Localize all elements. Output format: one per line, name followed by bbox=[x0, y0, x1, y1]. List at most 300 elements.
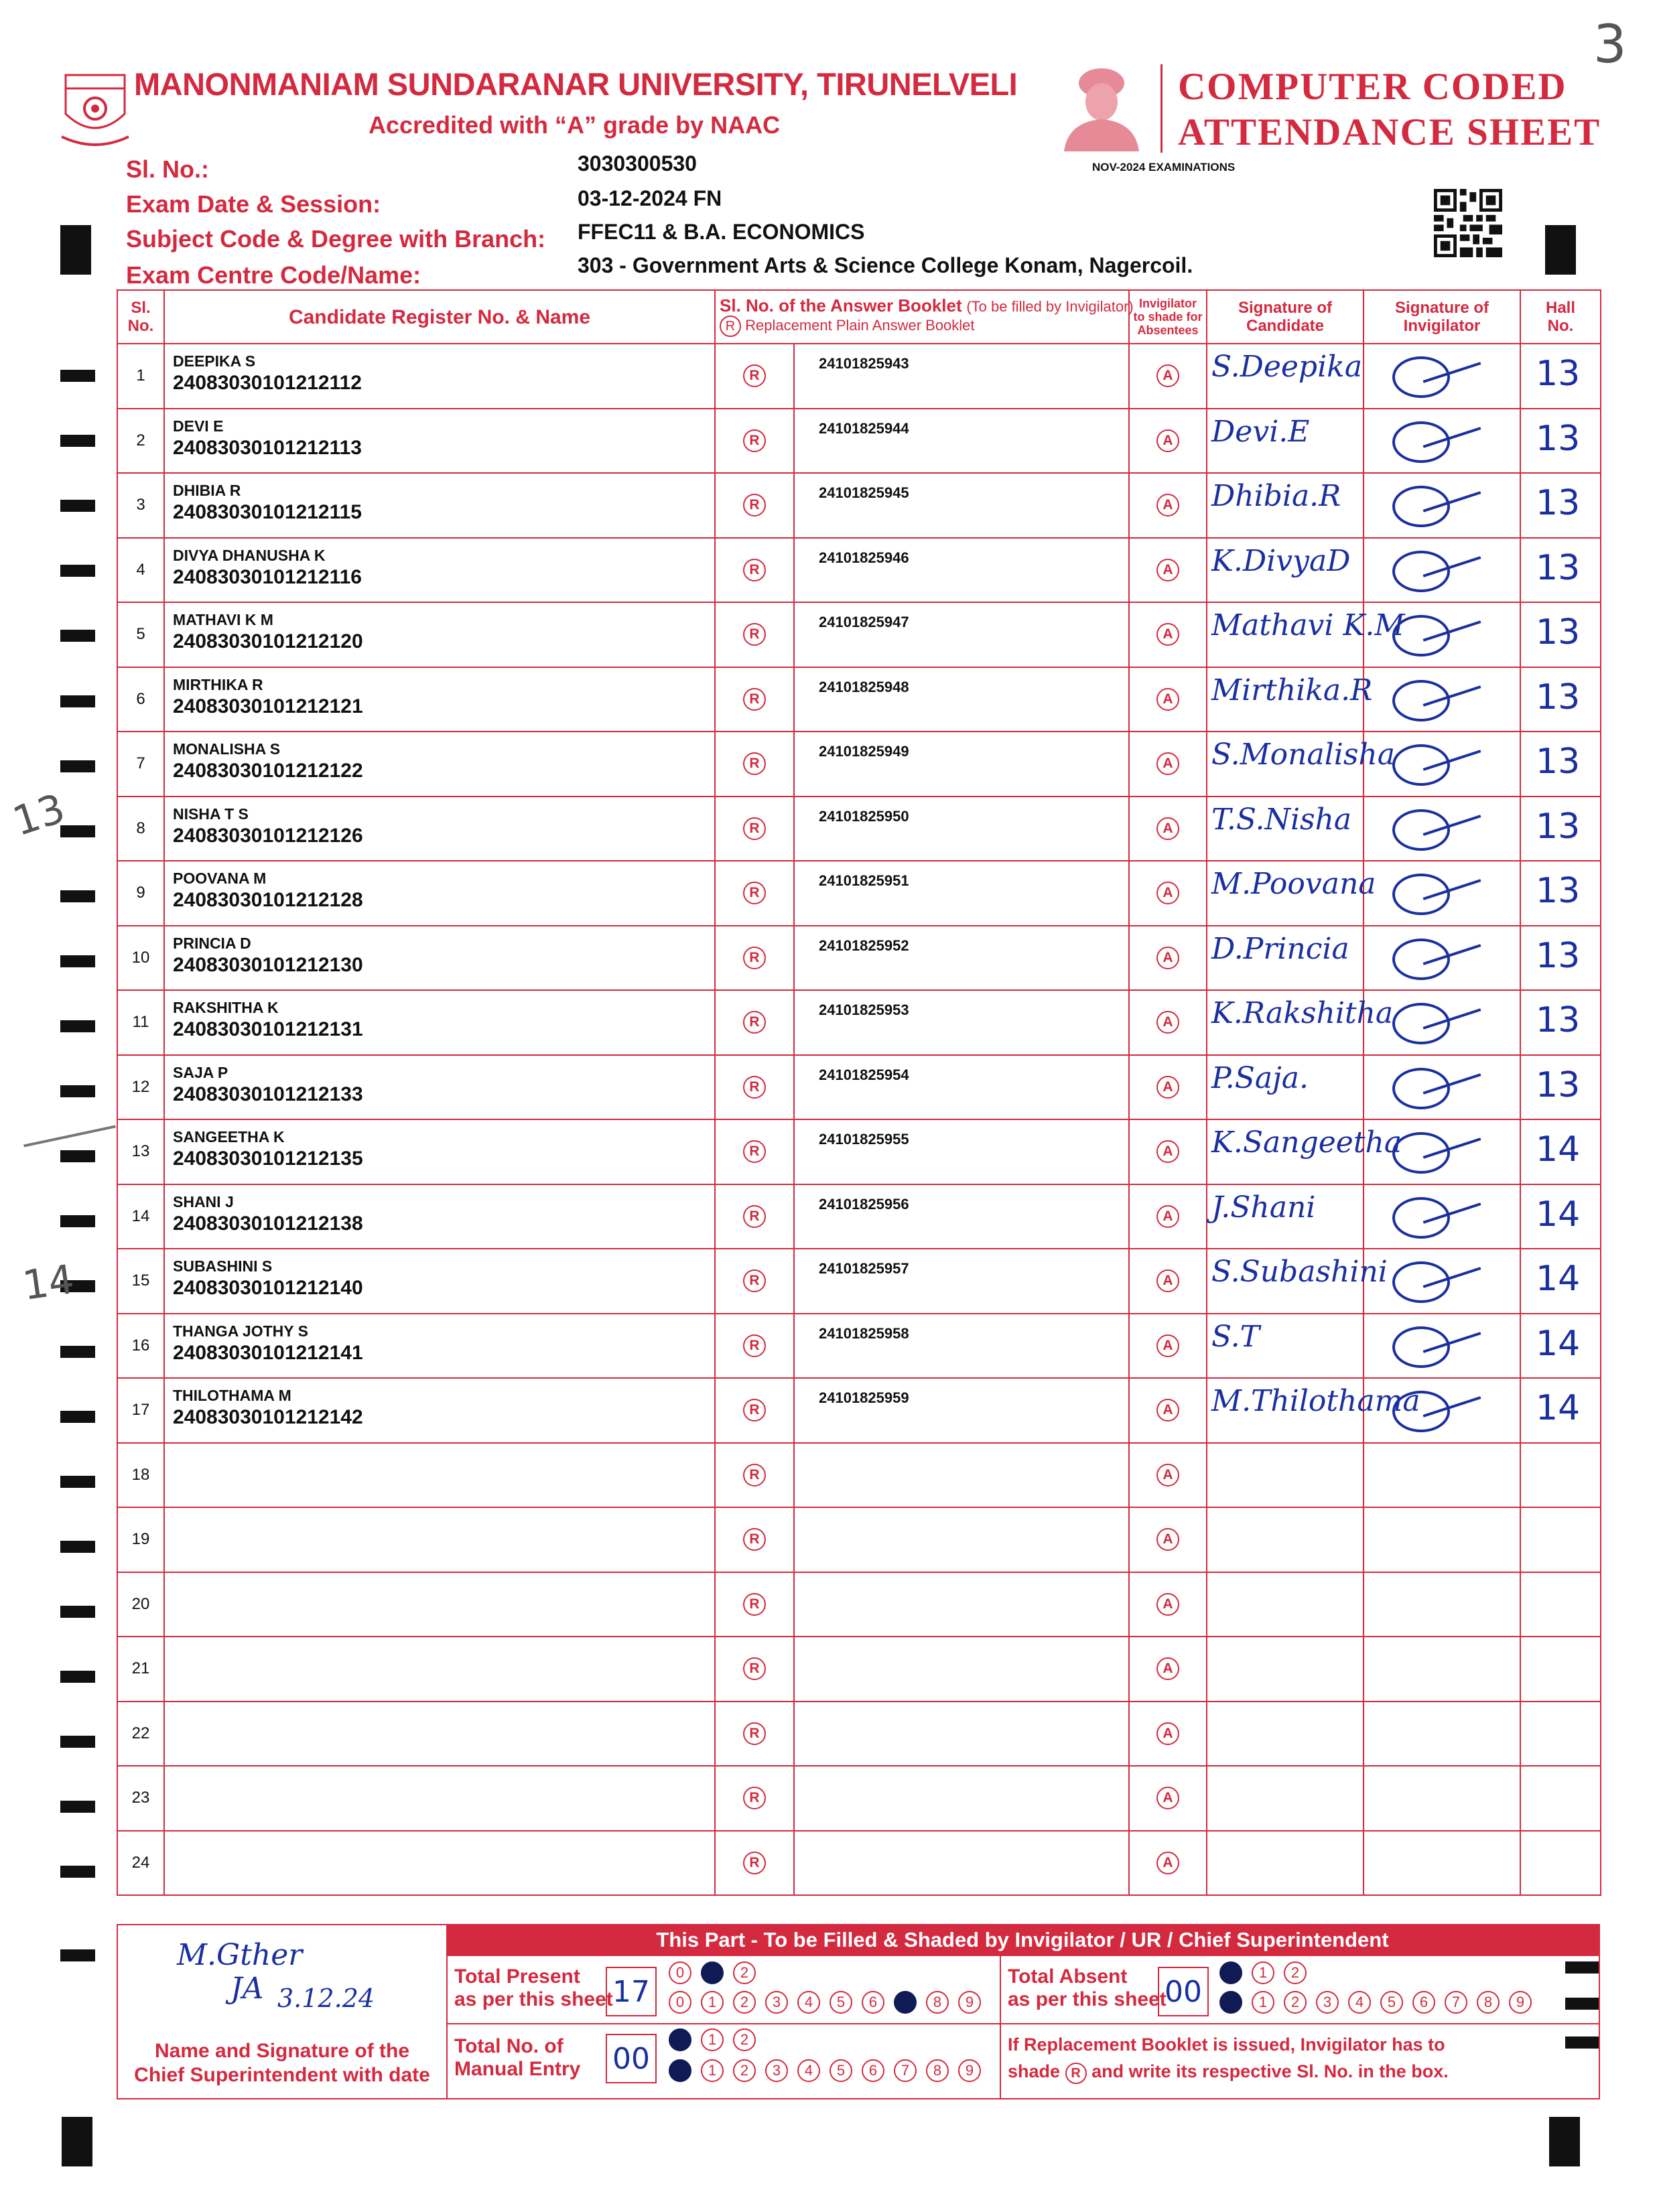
candidate-cell bbox=[164, 667, 715, 732]
row-sl-no: 22 bbox=[117, 1702, 164, 1767]
absent-a-bubble[interactable]: A bbox=[1156, 1140, 1179, 1163]
absent-a-bubble[interactable]: A bbox=[1156, 1399, 1179, 1422]
digit-bubble[interactable]: 6 bbox=[862, 2059, 884, 2082]
hall-cell bbox=[1520, 1184, 1601, 1249]
invigilator-signature-mark bbox=[1392, 1068, 1450, 1109]
hall-number: 14 bbox=[1536, 1194, 1581, 1235]
replacement-r-bubble[interactable]: R bbox=[743, 559, 766, 581]
booklet-cell[interactable] bbox=[794, 344, 1129, 409]
candidate-cell bbox=[164, 1766, 715, 1831]
attendance-table bbox=[117, 289, 1601, 1896]
digit-bubble[interactable]: 3 bbox=[765, 2059, 788, 2082]
digit-bubble[interactable]: 4 bbox=[797, 1991, 820, 2014]
margin-divider-stroke bbox=[23, 1125, 116, 1147]
invigilator-signature-cell bbox=[1364, 1314, 1520, 1379]
manual-entry-box[interactable]: 00 bbox=[606, 2034, 657, 2083]
replacement-bubble-cell[interactable] bbox=[715, 861, 794, 926]
candidate-register-no: 24083030101212130 bbox=[173, 953, 363, 976]
booklet-cell[interactable] bbox=[794, 602, 1129, 667]
candidate-name: RAKSHITHA K bbox=[173, 999, 279, 1016]
candidate-register-no: 24083030101212126 bbox=[173, 824, 363, 847]
digit-bubble[interactable]: 3 bbox=[765, 1991, 788, 2014]
manual-entry-label: Total No. of Manual Entry bbox=[454, 2035, 581, 2080]
absent-bubble-cell[interactable] bbox=[1129, 926, 1207, 991]
timing-mark bbox=[60, 1411, 95, 1423]
table-row bbox=[117, 1119, 1601, 1184]
invigilator-signature-mark bbox=[1392, 874, 1450, 915]
absent-a-bubble[interactable]: A bbox=[1156, 1205, 1179, 1228]
total-absent-tens-bubbles bbox=[1219, 1961, 1316, 1984]
row-sl-no: 7 bbox=[117, 732, 164, 797]
absent-a-bubble[interactable]: A bbox=[1156, 1076, 1179, 1099]
candidate-cell bbox=[164, 1637, 715, 1702]
digit-bubble[interactable]: 1 bbox=[701, 2028, 724, 2051]
absent-bubble-cell[interactable] bbox=[1129, 1119, 1207, 1184]
table-row bbox=[117, 473, 1601, 538]
replacement-r-bubble[interactable]: R bbox=[743, 623, 766, 646]
digit-bubble[interactable]: 2 bbox=[733, 1991, 756, 2014]
absent-a-bubble[interactable]: A bbox=[1156, 752, 1179, 775]
table-row bbox=[117, 538, 1601, 603]
replacement-bubble-cell[interactable] bbox=[715, 1119, 794, 1184]
table-row bbox=[117, 667, 1601, 732]
invigilator-signature-mark bbox=[1392, 1132, 1450, 1174]
absent-bubble-cell[interactable] bbox=[1129, 1249, 1207, 1314]
replacement-bubble-cell[interactable] bbox=[715, 1507, 794, 1572]
digit-bubble[interactable]: 5 bbox=[1380, 1991, 1403, 2014]
booklet-cell[interactable] bbox=[794, 667, 1129, 732]
booklet-cell[interactable] bbox=[794, 1314, 1129, 1379]
booklet-cell[interactable] bbox=[794, 1831, 1129, 1896]
hall-cell bbox=[1520, 602, 1601, 667]
candidate-name: NISHA T S bbox=[173, 805, 249, 823]
hall-cell bbox=[1520, 797, 1601, 861]
absent-bubble-cell[interactable] bbox=[1129, 1443, 1207, 1508]
booklet-cell[interactable] bbox=[794, 1702, 1129, 1767]
replacement-r-bubble[interactable]: R bbox=[743, 1205, 766, 1228]
absent-a-bubble[interactable]: A bbox=[1156, 1722, 1179, 1745]
col-header-sig-invigilator: Signature of Invigilator bbox=[1364, 290, 1520, 344]
digit-bubble[interactable]: 2 bbox=[1284, 1991, 1307, 2014]
replacement-bubble-cell[interactable] bbox=[715, 1055, 794, 1120]
replacement-bubble-cell[interactable] bbox=[715, 602, 794, 667]
absent-bubble-cell[interactable] bbox=[1129, 990, 1207, 1055]
absent-a-bubble[interactable]: A bbox=[1156, 429, 1179, 452]
absent-a-bubble[interactable]: A bbox=[1156, 559, 1179, 581]
candidate-signature-cell bbox=[1207, 538, 1364, 603]
absent-bubble-cell[interactable] bbox=[1129, 732, 1207, 797]
booklet-cell[interactable] bbox=[794, 1443, 1129, 1508]
invigilator-signature-cell bbox=[1364, 1443, 1520, 1508]
booklet-cell[interactable] bbox=[794, 926, 1129, 991]
absent-a-bubble[interactable]: A bbox=[1156, 1528, 1179, 1551]
margin-note-14: 14 bbox=[19, 1256, 77, 1310]
candidate-signature-cell bbox=[1207, 732, 1395, 797]
digit-bubble[interactable]: 8 bbox=[1477, 1991, 1500, 2014]
bottom-row-rule bbox=[446, 2023, 1000, 2024]
replacement-bubble-cell[interactable] bbox=[715, 538, 794, 603]
booklet-cell[interactable] bbox=[794, 1249, 1129, 1314]
replacement-r-bubble[interactable]: R bbox=[743, 752, 766, 775]
replacement-bubble-cell[interactable] bbox=[715, 1766, 794, 1831]
hall-cell bbox=[1520, 1637, 1601, 1702]
replacement-r-bubble[interactable]: R bbox=[743, 1852, 766, 1874]
table-row bbox=[117, 1055, 1601, 1120]
digit-bubble[interactable]: 8 bbox=[926, 2059, 949, 2082]
absent-bubble-cell[interactable] bbox=[1129, 667, 1207, 732]
booklet-cell[interactable] bbox=[794, 797, 1129, 861]
candidate-signature-cell bbox=[1207, 1314, 1364, 1379]
bottom-section bbox=[117, 1924, 1600, 2099]
hall-number: 13 bbox=[1536, 742, 1581, 782]
digit-bubble[interactable]: 2 bbox=[733, 1961, 756, 1984]
digit-bubble[interactable]: 0 bbox=[669, 1961, 691, 1984]
timing-mark bbox=[60, 1085, 95, 1097]
replacement-bubble-cell[interactable] bbox=[715, 1249, 794, 1314]
replacement-bubble-cell[interactable] bbox=[715, 1702, 794, 1767]
absent-a-bubble[interactable]: A bbox=[1156, 1593, 1179, 1616]
replacement-bubble-cell[interactable] bbox=[715, 667, 794, 732]
candidate-register-no: 24083030101212140 bbox=[173, 1277, 363, 1299]
replacement-bubble-cell[interactable] bbox=[715, 473, 794, 538]
absent-bubble-cell[interactable] bbox=[1129, 473, 1207, 538]
replacement-bubble-cell[interactable] bbox=[715, 1184, 794, 1249]
table-row bbox=[117, 926, 1601, 991]
candidate-register-no: 24083030101212128 bbox=[173, 889, 363, 911]
replacement-bubble-cell[interactable] bbox=[715, 344, 794, 409]
booklet-cell[interactable] bbox=[794, 1766, 1129, 1831]
booklet-cell[interactable] bbox=[794, 1637, 1129, 1702]
digit-bubble[interactable]: 1 bbox=[701, 1961, 724, 1984]
digit-bubble[interactable]: 7 bbox=[894, 1991, 917, 2014]
hall-cell bbox=[1520, 1702, 1601, 1767]
row-sl-no: 4 bbox=[117, 538, 164, 603]
digit-bubble[interactable]: 2 bbox=[1284, 1961, 1307, 1984]
centre-label: Exam Centre Code/Name: bbox=[126, 261, 421, 289]
table-row bbox=[117, 1702, 1601, 1767]
row-sl-no: 12 bbox=[117, 1055, 164, 1120]
manual-entry-units-bubbles bbox=[669, 2059, 990, 2082]
page-number: 3 bbox=[1593, 15, 1627, 75]
candidate-signature-cell bbox=[1207, 1572, 1364, 1637]
invigilator-signature-cell bbox=[1364, 473, 1520, 538]
absent-bubble-cell[interactable] bbox=[1129, 1637, 1207, 1702]
invigilator-signature-mark bbox=[1392, 1197, 1450, 1239]
table-row bbox=[117, 1766, 1601, 1831]
candidate-register-no: 24083030101212135 bbox=[173, 1148, 363, 1170]
row-sl-no: 13 bbox=[117, 1119, 164, 1184]
replacement-r-bubble[interactable]: R bbox=[743, 1399, 766, 1422]
absent-bubble-cell[interactable] bbox=[1129, 861, 1207, 926]
timing-mark bbox=[60, 630, 95, 642]
invigilator-signature-cell bbox=[1364, 602, 1520, 667]
replacement-bubble-cell[interactable] bbox=[715, 797, 794, 861]
absent-a-bubble[interactable]: A bbox=[1156, 1852, 1179, 1874]
candidate-signature: Dhibia.R bbox=[1211, 479, 1341, 513]
digit-bubble[interactable]: 4 bbox=[1348, 1991, 1371, 2014]
digit-bubble[interactable]: 1 bbox=[701, 2059, 724, 2082]
qr-code-icon bbox=[1434, 189, 1502, 257]
booklet-cell[interactable] bbox=[794, 1119, 1129, 1184]
exam-period: NOV-2024 EXAMINATIONS bbox=[1092, 161, 1236, 174]
replacement-r-bubble[interactable]: R bbox=[743, 882, 766, 904]
digit-bubble[interactable]: 9 bbox=[1509, 1991, 1532, 2014]
absent-a-bubble[interactable]: A bbox=[1156, 817, 1179, 840]
row-sl-no: 18 bbox=[117, 1443, 164, 1508]
row-sl-no: 23 bbox=[117, 1766, 164, 1831]
chief-label: Name and Signature of the Chief Superintendent with date bbox=[134, 2040, 430, 2086]
corner-mark-bottom-left bbox=[62, 2117, 92, 2166]
chief-signature bbox=[177, 1939, 375, 2015]
table-row bbox=[117, 344, 1601, 409]
timing-mark bbox=[60, 1671, 95, 1683]
invigilator-signature-mark bbox=[1392, 1391, 1450, 1432]
digit-bubble[interactable]: 2 bbox=[733, 2028, 756, 2051]
booklet-cell[interactable] bbox=[794, 1507, 1129, 1572]
replacement-r-bubble[interactable]: R bbox=[743, 494, 766, 516]
digit-bubble[interactable]: 2 bbox=[733, 2059, 756, 2082]
invigilator-signature-cell bbox=[1364, 667, 1520, 732]
absent-a-bubble[interactable]: A bbox=[1156, 882, 1179, 904]
invigilator-signature-mark bbox=[1392, 1326, 1450, 1368]
replacement-bubble-cell[interactable] bbox=[715, 1572, 794, 1637]
replacement-bubble-cell[interactable] bbox=[715, 409, 794, 474]
replacement-bubble-cell[interactable] bbox=[715, 1831, 794, 1896]
row-sl-no: 19 bbox=[117, 1507, 164, 1572]
hall-number: 13 bbox=[1536, 935, 1581, 976]
invigilator-signature-cell bbox=[1364, 1831, 1520, 1896]
row-sl-no: 5 bbox=[117, 602, 164, 667]
booklet-cell[interactable] bbox=[794, 990, 1129, 1055]
digit-bubble[interactable]: 0 bbox=[1219, 1961, 1242, 1984]
digit-bubble[interactable]: 0 bbox=[669, 1991, 691, 2014]
digit-bubble[interactable]: 7 bbox=[894, 2059, 917, 2082]
candidate-signature-cell bbox=[1207, 1443, 1364, 1508]
candidate-signature-cell bbox=[1207, 409, 1364, 474]
absent-bubble-cell[interactable] bbox=[1129, 344, 1207, 409]
absent-bubble-cell[interactable] bbox=[1129, 1766, 1207, 1831]
candidate-signature-cell bbox=[1207, 1119, 1402, 1184]
invigilator-signature-cell bbox=[1364, 732, 1520, 797]
replacement-r-bubble[interactable]: R bbox=[743, 688, 766, 711]
digit-bubble[interactable]: 1 bbox=[1252, 1961, 1274, 1984]
replacement-bubble-cell[interactable] bbox=[715, 1314, 794, 1379]
candidate-cell bbox=[164, 409, 715, 474]
candidate-register-no: 24083030101212141 bbox=[173, 1341, 363, 1364]
absent-a-bubble[interactable]: A bbox=[1156, 1269, 1179, 1292]
replacement-r-bubble[interactable]: R bbox=[743, 1528, 766, 1551]
candidate-signature-cell bbox=[1207, 344, 1364, 409]
booklet-cell[interactable] bbox=[794, 1184, 1129, 1249]
hall-number: 13 bbox=[1536, 871, 1581, 911]
replacement-bubble-cell[interactable] bbox=[715, 732, 794, 797]
sl-no-label: Sl. No.: bbox=[126, 155, 209, 183]
hall-cell bbox=[1520, 409, 1601, 474]
absent-bubble-cell[interactable] bbox=[1129, 1831, 1207, 1896]
digit-bubble[interactable]: 6 bbox=[862, 1991, 884, 2014]
col-header-candidate: Candidate Register No. & Name bbox=[164, 290, 715, 344]
digit-bubble[interactable]: 1 bbox=[1252, 1991, 1274, 2014]
candidate-cell bbox=[164, 1249, 715, 1314]
hall-number: 13 bbox=[1536, 483, 1581, 523]
replacement-r-bubble[interactable]: R bbox=[743, 429, 766, 452]
timing-mark bbox=[60, 1736, 95, 1748]
candidate-cell bbox=[164, 344, 715, 409]
replacement-r-bubble[interactable]: R bbox=[743, 1593, 766, 1616]
digit-bubble[interactable]: 3 bbox=[1316, 1991, 1339, 2014]
digit-bubble[interactable]: 0 bbox=[669, 2028, 691, 2051]
absent-bubble-cell[interactable] bbox=[1129, 538, 1207, 603]
absent-bubble-cell[interactable] bbox=[1129, 1702, 1207, 1767]
row-sl-no: 20 bbox=[117, 1572, 164, 1637]
booklet-cell[interactable] bbox=[794, 732, 1129, 797]
col-header-booklet bbox=[715, 290, 1134, 344]
booklet-cell[interactable] bbox=[794, 1055, 1129, 1120]
digit-bubble[interactable]: 7 bbox=[1445, 1991, 1467, 2014]
timing-mark bbox=[60, 1215, 95, 1227]
total-absent-box[interactable]: 00 bbox=[1158, 1967, 1209, 2016]
invigilator-signature-cell bbox=[1364, 1055, 1520, 1120]
replacement-bubble-cell[interactable] bbox=[715, 1378, 794, 1443]
candidate-signature: Mathavi K.M bbox=[1211, 608, 1405, 642]
invigilator-signature-cell bbox=[1364, 1378, 1520, 1443]
absent-a-bubble[interactable]: A bbox=[1156, 1787, 1179, 1809]
replacement-r-bubble[interactable]: R bbox=[743, 947, 766, 969]
table-row bbox=[117, 1314, 1601, 1379]
booklet-replacement: Replacement Plain Answer Booklet bbox=[745, 317, 975, 334]
replacement-bubble-cell[interactable] bbox=[715, 1637, 794, 1702]
replacement-r-bubble[interactable]: R bbox=[743, 1787, 766, 1809]
candidate-name: POOVANA M bbox=[173, 870, 267, 887]
candidate-register-no: 24083030101212115 bbox=[173, 501, 362, 523]
replacement-bubble-cell[interactable] bbox=[715, 990, 794, 1055]
invigilator-signature-cell bbox=[1364, 926, 1520, 991]
digit-bubble[interactable]: 0 bbox=[1219, 1991, 1242, 2014]
digit-bubble[interactable]: 9 bbox=[958, 2059, 981, 2082]
booklet-cell[interactable] bbox=[794, 409, 1129, 474]
candidate-signature: S.Monalisha bbox=[1211, 738, 1395, 772]
replacement-r-bubble[interactable]: R bbox=[743, 1140, 766, 1163]
candidate-name: SUBASHINI S bbox=[173, 1257, 273, 1275]
replacement-r-bubble[interactable]: R bbox=[743, 1334, 766, 1357]
digit-bubble[interactable]: 4 bbox=[797, 2059, 820, 2082]
accreditation: Accredited with “A” grade by NAAC bbox=[369, 111, 781, 139]
absent-bubble-cell[interactable] bbox=[1129, 602, 1207, 667]
replacement-r-bubble[interactable]: R bbox=[743, 1076, 766, 1099]
absent-bubble-cell[interactable] bbox=[1129, 409, 1207, 474]
absent-bubble-cell[interactable] bbox=[1129, 1378, 1207, 1443]
absent-a-bubble[interactable]: A bbox=[1156, 1464, 1179, 1487]
replacement-r-bubble[interactable]: R bbox=[743, 1269, 766, 1292]
candidate-cell bbox=[164, 797, 715, 861]
invigilator-signature-mark bbox=[1392, 615, 1450, 656]
founder-portrait-icon bbox=[1060, 63, 1143, 151]
absent-a-bubble[interactable]: A bbox=[1156, 364, 1179, 387]
total-present-tens-bubbles bbox=[669, 1961, 765, 1984]
absent-bubble-cell[interactable] bbox=[1129, 1314, 1207, 1379]
digit-bubble[interactable]: 6 bbox=[1412, 1991, 1435, 2014]
digit-bubble[interactable]: 0 bbox=[669, 2059, 691, 2082]
replacement-r-bubble[interactable]: R bbox=[743, 364, 766, 387]
absent-a-bubble[interactable]: A bbox=[1156, 947, 1179, 969]
absent-bubble-cell[interactable] bbox=[1129, 797, 1207, 861]
digit-bubble[interactable]: 1 bbox=[701, 1991, 724, 2014]
table-header-row bbox=[117, 290, 1601, 344]
absent-a-bubble[interactable]: A bbox=[1156, 494, 1179, 516]
exam-date-label: Exam Date & Session: bbox=[126, 190, 381, 218]
candidate-signature-cell bbox=[1207, 1831, 1364, 1896]
absent-a-bubble[interactable]: A bbox=[1156, 1657, 1179, 1680]
table-row bbox=[117, 602, 1601, 667]
booklet-cell[interactable] bbox=[794, 1378, 1129, 1443]
candidate-signature: M.Thilothama bbox=[1211, 1384, 1420, 1418]
booklet-number: 24101825946 bbox=[819, 549, 909, 566]
hall-number: 13 bbox=[1536, 677, 1581, 717]
absent-a-bubble[interactable]: A bbox=[1156, 1011, 1179, 1034]
hall-number: 13 bbox=[1536, 1000, 1581, 1040]
absent-bubble-cell[interactable] bbox=[1129, 1184, 1207, 1249]
digit-bubble[interactable]: 5 bbox=[829, 1991, 852, 2014]
replacement-note-text: If Replacement Booklet is issued, Invigilator has to shade bbox=[1008, 2034, 1445, 2081]
candidate-signature: K.Sangeetha bbox=[1211, 1125, 1402, 1160]
timing-mark bbox=[60, 370, 95, 382]
timing-mark bbox=[60, 1606, 95, 1618]
absent-a-bubble[interactable]: A bbox=[1156, 688, 1179, 711]
replacement-note-tail: and write its respective Sl. No. in the box. bbox=[1091, 2061, 1449, 2081]
hall-number: 13 bbox=[1536, 547, 1581, 588]
candidate-name: MATHAVI K M bbox=[173, 611, 273, 628]
digit-bubble[interactable]: 9 bbox=[958, 1991, 981, 2014]
absent-a-bubble[interactable]: A bbox=[1156, 623, 1179, 646]
replacement-note-r-icon: R bbox=[1065, 2063, 1087, 2084]
total-present-units-bubbles bbox=[669, 1991, 990, 2014]
booklet-cell[interactable] bbox=[794, 538, 1129, 603]
invigilator-signature-mark bbox=[1392, 939, 1450, 980]
university-logo-icon bbox=[59, 72, 131, 150]
digit-bubble[interactable]: 8 bbox=[926, 1991, 949, 2014]
replacement-r-bubble[interactable]: R bbox=[743, 1657, 766, 1680]
booklet-number: 24101825959 bbox=[819, 1389, 909, 1406]
replacement-bubble-cell[interactable] bbox=[715, 1443, 794, 1508]
candidate-signature-cell bbox=[1207, 861, 1376, 926]
replacement-bubble-cell[interactable] bbox=[715, 926, 794, 991]
absent-bubble-cell[interactable] bbox=[1129, 1055, 1207, 1120]
replacement-r-bubble[interactable]: R bbox=[743, 1011, 766, 1034]
hall-number: 14 bbox=[1536, 1388, 1581, 1428]
candidate-cell bbox=[164, 473, 715, 538]
timing-mark bbox=[60, 760, 95, 772]
booklet-cell[interactable] bbox=[794, 861, 1129, 926]
total-absent-label: Total Absent as per this sheet bbox=[1008, 1965, 1167, 2010]
chief-signature-name: M.Gther bbox=[177, 1938, 303, 1972]
invigilator-signature-mark bbox=[1392, 1261, 1450, 1303]
replacement-r-bubble[interactable]: R bbox=[743, 1464, 766, 1487]
absent-bubble-cell[interactable] bbox=[1129, 1507, 1207, 1572]
booklet-cell[interactable] bbox=[794, 1572, 1129, 1637]
replacement-r-bubble[interactable]: R bbox=[743, 817, 766, 840]
invigilator-signature-mark bbox=[1392, 421, 1450, 463]
booklet-cell[interactable] bbox=[794, 473, 1129, 538]
candidate-name: DHIBIA R bbox=[173, 482, 241, 499]
digit-bubble[interactable]: 5 bbox=[829, 2059, 852, 2082]
total-present-box[interactable]: 17 bbox=[606, 1967, 657, 2016]
hall-number: 13 bbox=[1536, 354, 1581, 394]
absent-bubble-cell[interactable] bbox=[1129, 1572, 1207, 1637]
absent-a-bubble[interactable]: A bbox=[1156, 1334, 1179, 1357]
booklet-number: 24101825944 bbox=[819, 419, 909, 437]
manual-entry-tens-bubbles bbox=[669, 2028, 765, 2051]
replacement-r-bubble[interactable]: R bbox=[743, 1722, 766, 1745]
